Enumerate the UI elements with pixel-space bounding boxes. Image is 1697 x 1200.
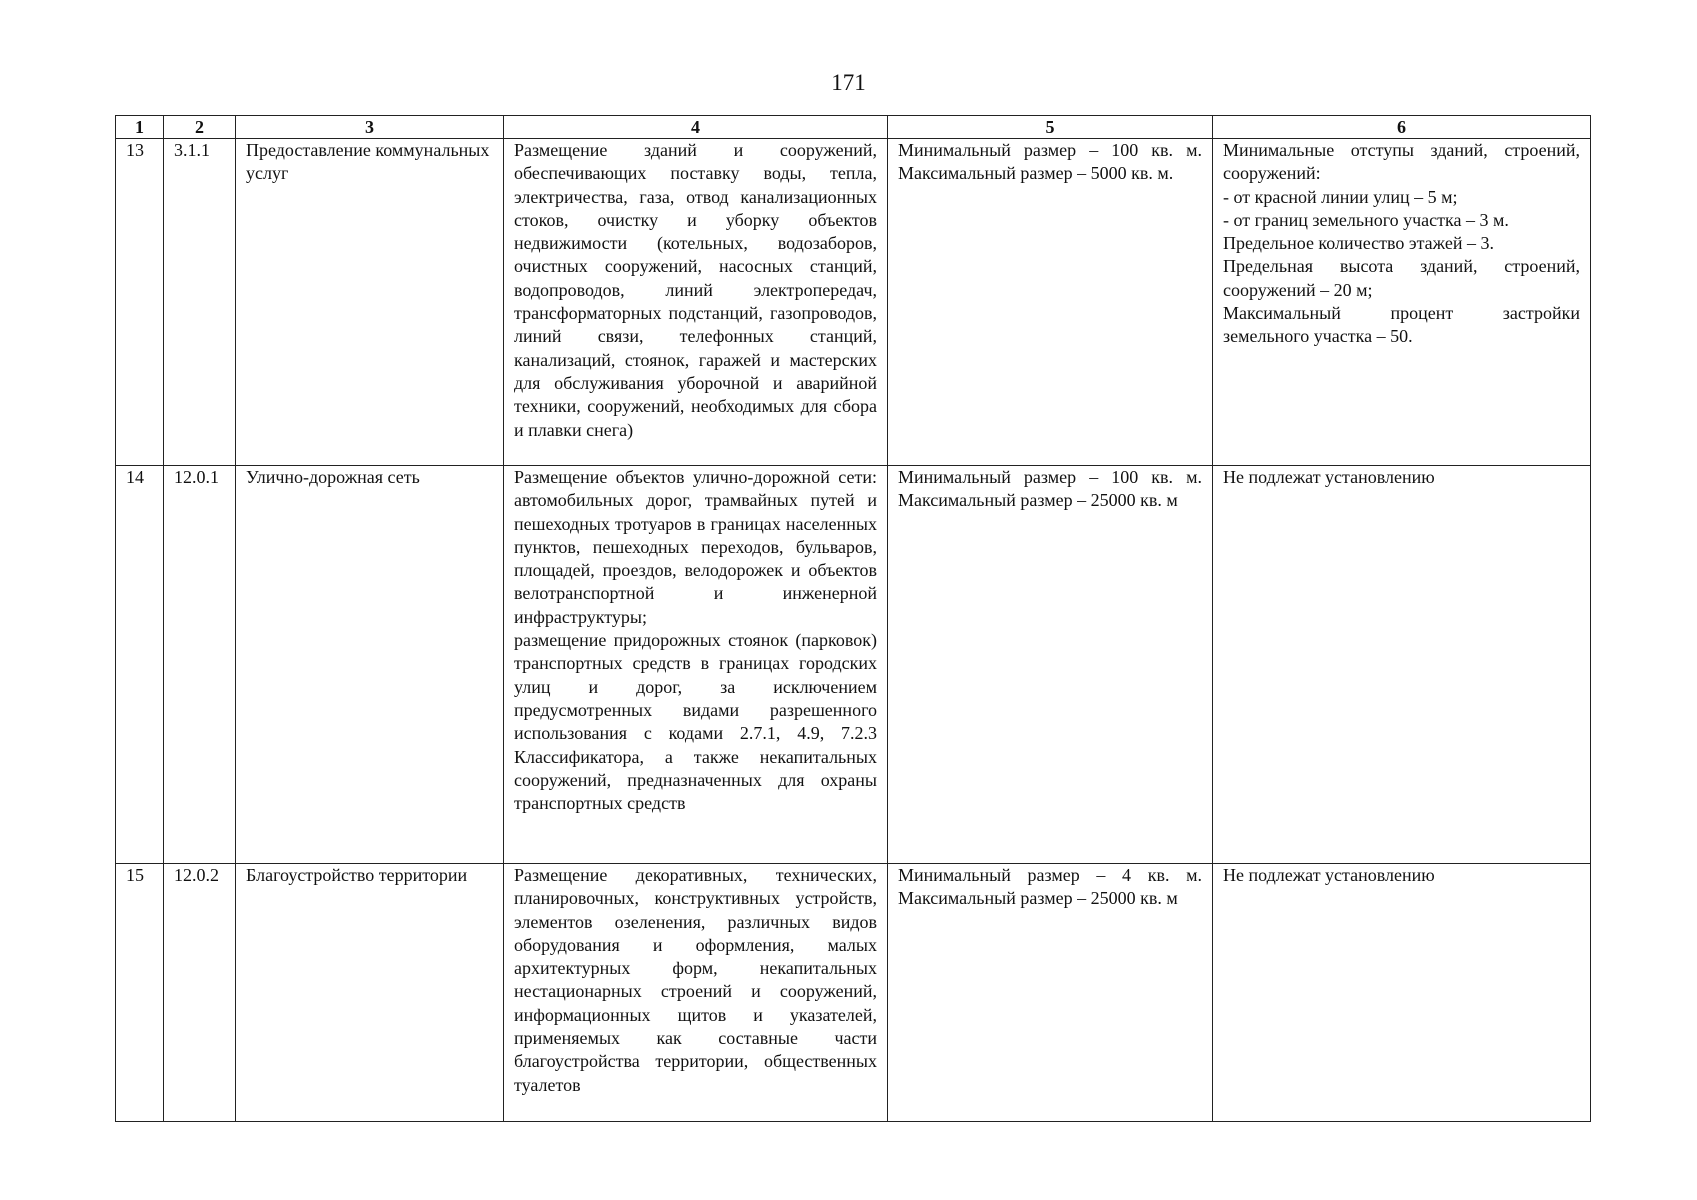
parameter-line: Предельное количество этажей – 3. — [1223, 233, 1494, 254]
parameter-line: - от границ земельного участка – 3 м. — [1223, 209, 1509, 230]
parameter-line: Не подлежат установлению — [1223, 467, 1435, 487]
table-row — [116, 466, 1591, 864]
column-header: 4 — [504, 116, 888, 139]
building-parameters — [1213, 466, 1591, 864]
building-parameters — [1213, 139, 1591, 466]
land-use-code: 12.0.2 — [164, 864, 236, 1122]
table-header-row — [116, 116, 1591, 139]
description-paragraph: Размещение объектов улично-дорожной сети: автомобильных дорог, трамвайных путей и пешеходных тротуаров в границах населенных пунктов, пешеходных переходов, бульваров, площадей, проездов, велодорожек и объектов велотранспортной и инженерной инфраструктуры; — [514, 467, 877, 627]
land-use-code: 12.0.1 — [164, 466, 236, 864]
land-use-code: 3.1.1 — [164, 139, 236, 466]
row-number: 14 — [116, 466, 164, 864]
table-row — [116, 139, 1591, 466]
parameter-line: Не подлежат установлению — [1223, 865, 1435, 885]
land-use-name: Благоустройство территории — [236, 864, 504, 1122]
table-row — [116, 864, 1591, 1122]
parameter-line: Минимальные отступы зданий, строений, сооружений: — [1223, 140, 1580, 184]
row-number: 13 — [116, 139, 164, 466]
column-header: 2 — [164, 116, 236, 139]
plot-size-limits: Минимальный размер – 100 кв. м. Максимальный размер – 25000 кв. м — [888, 466, 1213, 864]
land-use-description: Размещение декоративных, технических, планировочных, конструктивных устройств, элементов озеленения, различных видов оборудования и оформления, малых архитектурных форм, некапитальных нестационарных строений и сооружений, информационных щитов и указателей, применяемых как составные части благоустройства территории, общественных туалетов — [504, 864, 888, 1122]
column-header: 5 — [888, 116, 1213, 139]
column-header: 1 — [116, 116, 164, 139]
parameter-line: - от красной линии улиц – 5 м; — [1223, 186, 1458, 207]
zoning-regulations-table — [115, 115, 1591, 1122]
land-use-name: Улично-дорожная сеть — [236, 466, 504, 864]
plot-size-limits: Минимальный размер – 100 кв. м. Максимальный размер – 5000 кв. м. — [888, 139, 1213, 466]
column-header: 3 — [236, 116, 504, 139]
land-use-description — [504, 466, 888, 864]
building-parameters — [1213, 864, 1591, 1122]
land-use-description: Размещение зданий и сооружений, обеспечивающих поставку воды, тепла, электричества, газа, отвод канализационных стоков, очистку и уборку объектов недвижимости (котельных, водозаборов, очистных сооружений, насосных станций, водопроводов, линий электропередач, трансформаторных подстанций, газопроводов, линий связи, телефонных станций, канализаций, стоянок, гаражей и мастерских для обслуживания уборочной и аварийной техники, сооружений, необходимых для сбора и плавки снега) — [504, 139, 888, 466]
description-paragraph: размещение придорожных стоянок (парковок) транспортных средств в границах городских улиц и дорог, за исключением предусмотренных видами разрешенного использования с кодами 2.7.1, 4.9, 7.2.3 Классификатора, а также некапитальных сооружений, предназначенных для охраны транспортных средств — [514, 630, 877, 814]
column-header: 6 — [1213, 116, 1591, 139]
plot-size-limits: Минимальный размер – 4 кв. м. Максимальный размер – 25000 кв. м — [888, 864, 1213, 1122]
parameter-line: Предельная высота зданий, строений, сооружений – 20 м; — [1223, 256, 1580, 300]
parameter-line: Максимальный процент застройки земельного участка – 50. — [1223, 303, 1580, 347]
row-number: 15 — [116, 864, 164, 1122]
page-number: 171 — [831, 70, 866, 95]
land-use-name: Предоставление коммунальных услуг — [236, 139, 504, 466]
